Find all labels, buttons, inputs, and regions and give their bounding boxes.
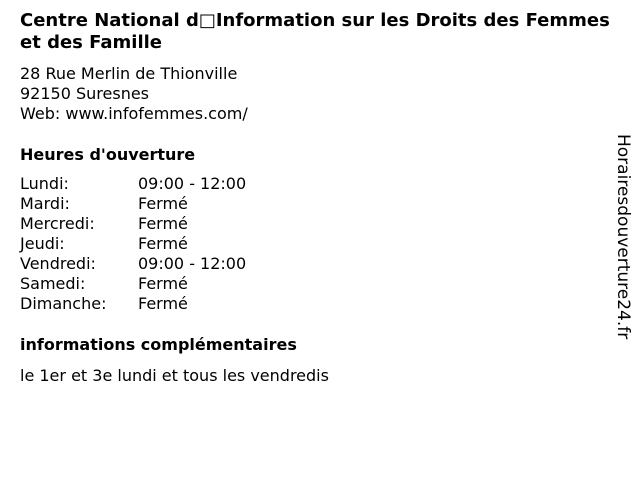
hours-value: Fermé bbox=[138, 214, 188, 233]
hours-value: Fermé bbox=[138, 274, 188, 293]
day-label: Vendredi: bbox=[20, 254, 96, 273]
address-street: 28 Rue Merlin de Thionville bbox=[20, 64, 238, 83]
day-label: Dimanche: bbox=[20, 294, 107, 313]
address-web: Web: www.infofemmes.com/ bbox=[20, 104, 248, 123]
hours-value: 09:00 - 12:00 bbox=[138, 174, 247, 193]
brand-watermark: Horairesdouverture24.fr bbox=[613, 134, 633, 340]
additional-info-heading: informations complémentaires bbox=[20, 335, 297, 354]
address-city: 92150 Suresnes bbox=[20, 84, 150, 103]
hours-value: Fermé bbox=[138, 194, 188, 213]
day-label: Jeudi: bbox=[20, 234, 65, 253]
day-label: Samedi: bbox=[20, 274, 86, 293]
day-label: Mardi: bbox=[20, 194, 70, 213]
address-block bbox=[20, 64, 248, 124]
opening-hours-heading: Heures d'ouverture bbox=[20, 145, 196, 164]
hours-value: Fermé bbox=[138, 294, 188, 313]
additional-info-text: le 1er et 3e lundi et tous les vendredis bbox=[20, 366, 329, 385]
business-title: Centre National d□Information sur les Droits des Femmes et des Famille bbox=[20, 10, 610, 53]
hours-value: Fermé bbox=[138, 234, 188, 253]
hours-value: 09:00 - 12:00 bbox=[138, 254, 247, 273]
day-label: Mercredi: bbox=[20, 214, 95, 233]
day-label: Lundi: bbox=[20, 174, 69, 193]
